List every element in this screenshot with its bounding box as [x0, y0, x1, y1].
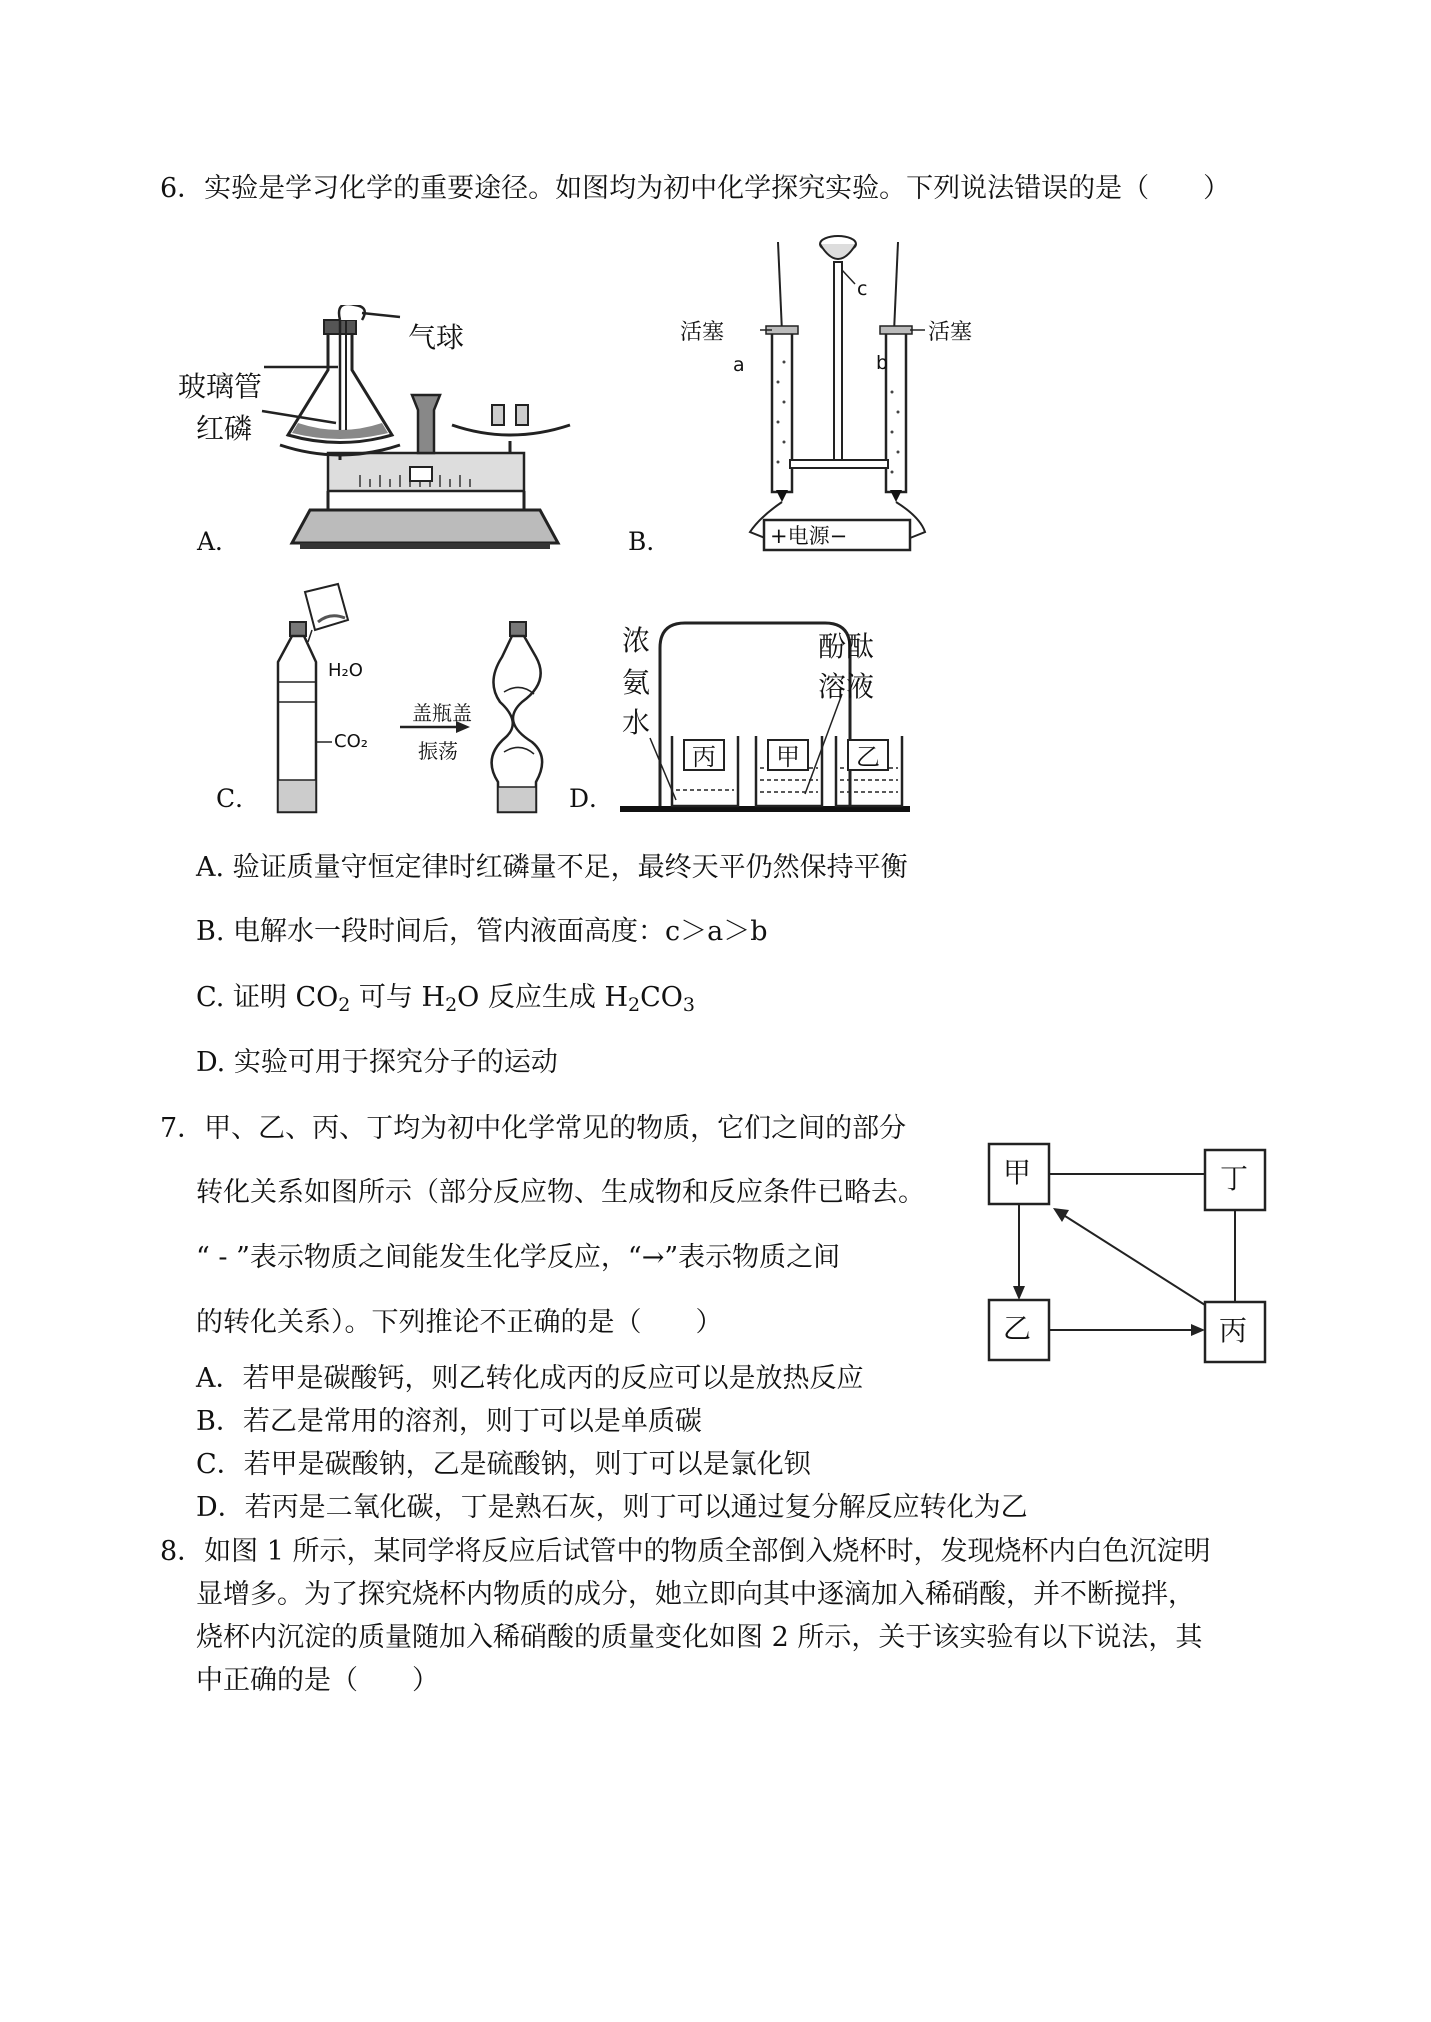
q7-option-b: B．若乙是常用的溶剂，则丁可以是单质碳	[196, 1406, 702, 1437]
figure-d-phenol-label-2: 溶液	[818, 670, 875, 703]
q7-option-d: D．若丙是二氧化碳，丁是熟石灰，则丁可以通过复分解反应转化为乙	[196, 1492, 1028, 1523]
q8-stem-line3: 烧杯内沉淀的质量随加入稀硝酸的质量变化如图 2 所示，关于该实验有以下说法，其	[196, 1622, 1203, 1653]
figure-c-action-line1: 盖瓶盖	[412, 701, 472, 725]
figure-b-label-c: c	[857, 278, 868, 300]
q8-stem-line2: 显增多。为了探究烧杯内物质的成分，她立即向其中逐滴加入稀硝酸，并不断搅拌，	[196, 1579, 1195, 1610]
figure-d-ammonia-label-3: 水	[622, 706, 651, 739]
q6-option-d: D. 实验可用于探究分子的运动	[196, 1047, 558, 1078]
figure-a-caption: A．	[197, 527, 241, 556]
figure-d-beaker-jia: 甲	[776, 743, 800, 771]
figure-c-co2-label: CO₂	[334, 731, 368, 752]
figure-b-label-a: a	[733, 354, 745, 376]
figure-d-ammonia-label-1: 浓	[622, 624, 651, 657]
q6-stem: 6．实验是学习化学的重要途径。如图均为初中化学探究实验。下列说法错误的是（ ）	[160, 173, 1231, 204]
q7-node-jia: 甲	[1003, 1156, 1032, 1189]
figure-b-caption: B．	[628, 527, 672, 556]
figure-d-caption: D．	[569, 784, 615, 813]
figure-c-action-line2: 振荡	[418, 739, 458, 763]
figure-a-red-phosphorus-label: 红磷	[196, 412, 253, 445]
figure-b-stopcock-left-label: 活塞	[680, 320, 725, 345]
figure-d-ammonia-label-2: 氨	[622, 666, 651, 699]
figure-c-water-label: H₂O	[328, 660, 363, 681]
figure-a-glass-tube-label: 玻璃管	[178, 370, 263, 403]
q7-stem-line2: 转化关系如图所示（部分反应物、生成物和反应条件已略去。	[196, 1177, 925, 1208]
figure-b-power-label: +电源−	[770, 524, 848, 548]
q6-option-b: B. 电解水一段时间后，管内液面高度：c＞a＞b	[196, 916, 768, 947]
figure-a-balloon-label: 气球	[408, 321, 465, 354]
q6-option-a: A. 验证质量守恒定律时红磷量不足，最终天平仍然保持平衡	[196, 852, 908, 883]
q7-node-bing: 丙	[1219, 1314, 1248, 1347]
figure-d-beaker-yi: 乙	[856, 743, 880, 771]
q6-option-c: C. 证明 $CO_2$ 可与 $H_2O$ 反应生成 $H_2CO_3$	[196, 982, 695, 1016]
figure-d-beaker-bing: 丙	[692, 743, 716, 771]
q7-option-c: C．若甲是碳酸钠，乙是硫酸钠，则丁可以是氯化钡	[196, 1449, 811, 1480]
q7-stem-line4: 的转化关系）。下列推论不正确的是（ ）	[196, 1307, 723, 1338]
figure-c-caption: C．	[216, 784, 261, 813]
figure-d-phenol-label-1: 酚酞	[818, 630, 875, 663]
q7-stem-line1: 7．甲、乙、丙、丁均为初中化学常见的物质，它们之间的部分	[160, 1113, 907, 1144]
q8-stem-line4: 中正确的是（ ）	[196, 1665, 439, 1696]
figure-b-label-b: b	[876, 352, 889, 374]
q7-stem-line3: “ - ”表示物质之间能发生化学反应，“→”表示物质之间	[196, 1242, 841, 1273]
q7-option-a: A．若甲是碳酸钙，则乙转化成丙的反应可以是放热反应	[196, 1363, 864, 1394]
q8-stem-line1: 8．如图 1 所示，某同学将反应后试管中的物质全部倒入烧杯时，发现烧杯内白色沉淀明	[160, 1536, 1211, 1567]
q7-node-ding: 丁	[1220, 1162, 1249, 1195]
figure-b-stopcock-right-label: 活塞	[928, 320, 973, 345]
q7-node-yi: 乙	[1003, 1312, 1032, 1345]
figure-b-electrolysis	[720, 232, 960, 552]
